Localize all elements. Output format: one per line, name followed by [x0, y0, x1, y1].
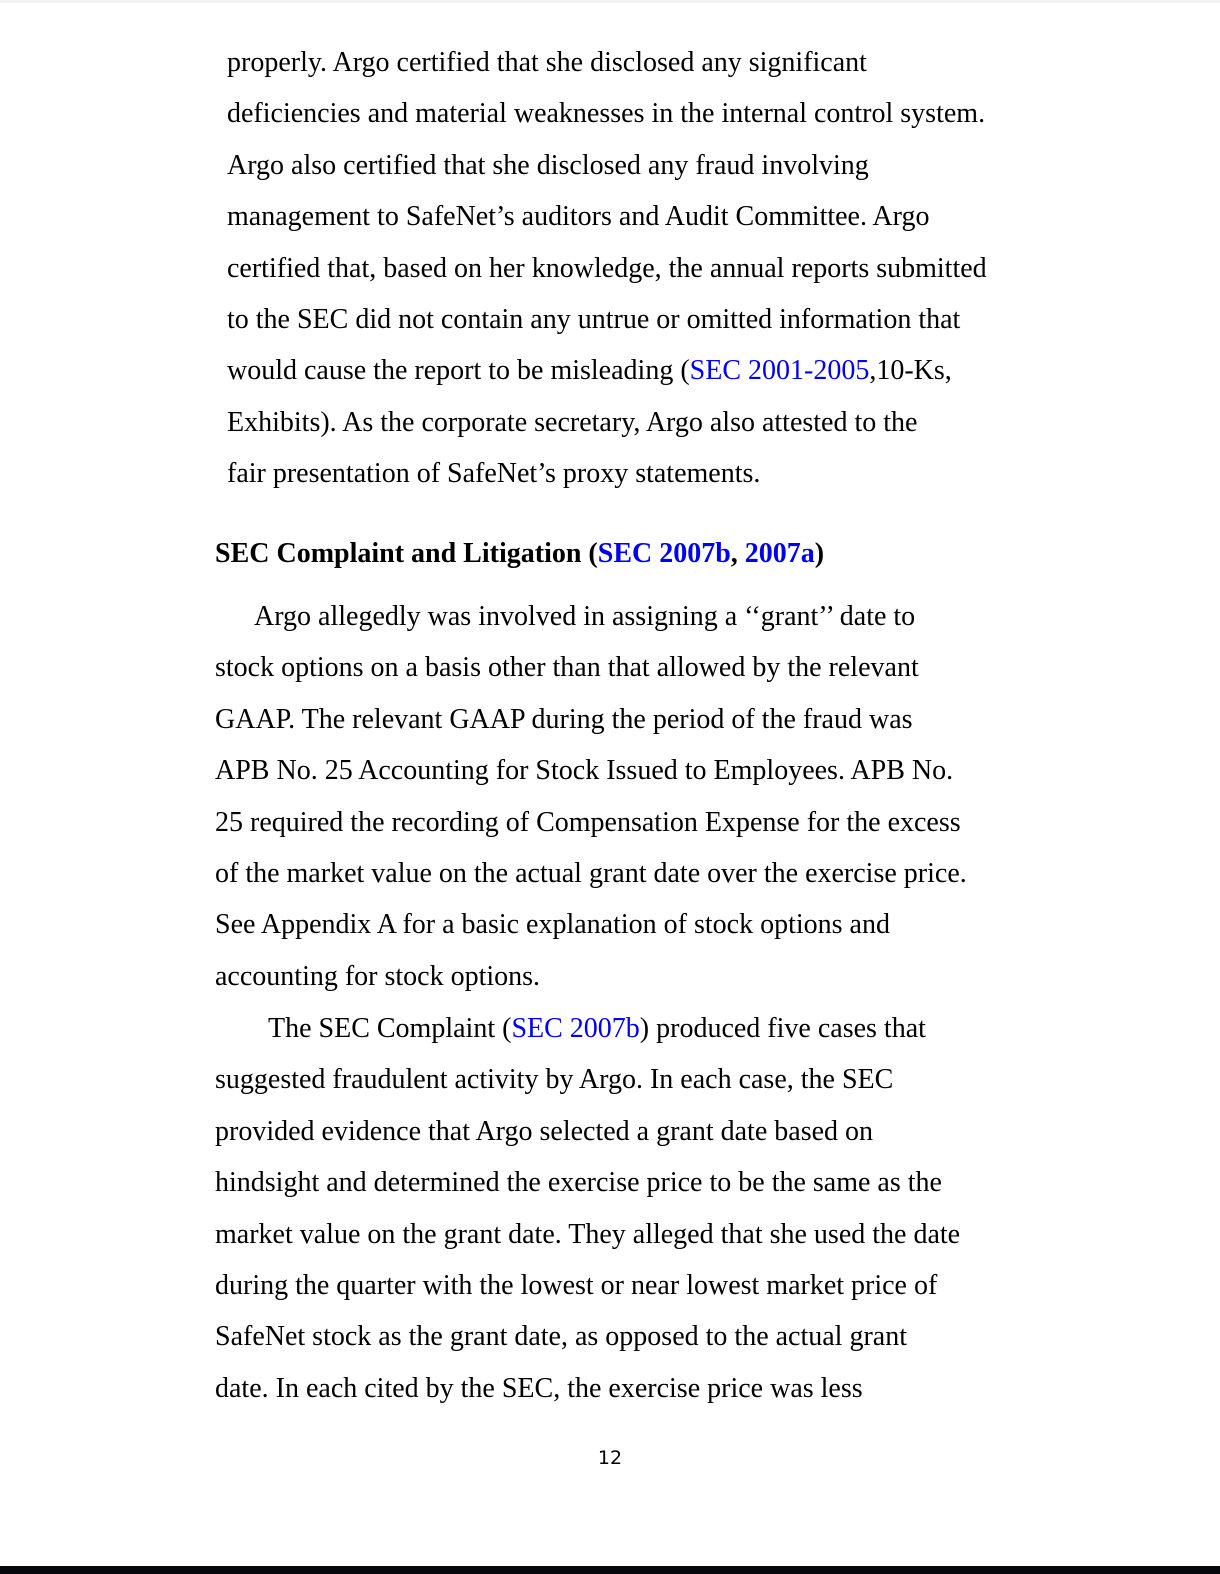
paragraph-line — [215, 960, 540, 994]
paragraph-line — [215, 908, 890, 942]
text-segment: Argo also certified that she disclosed any fraud involving — [227, 149, 869, 181]
citation-link[interactable]: SEC 2001-2005 — [689, 355, 870, 387]
text-segment: stock options on a basis other than that allowed by the relevant — [215, 652, 919, 684]
paragraph-line — [215, 1269, 937, 1303]
text-segment: See Appendix A for a basic explanation of stock options and — [215, 909, 890, 941]
paragraph-line — [215, 1320, 907, 1354]
text-segment: The SEC Complaint ( — [268, 1013, 512, 1044]
page-number: 12 — [597, 1447, 623, 1469]
text-segment: ) produced five cases that — [639, 1013, 926, 1044]
text-segment: ,10-Ks, — [869, 355, 952, 387]
text-segment: date. In each cited by the SEC, the exercise price was less — [215, 1372, 863, 1404]
text-segment: management to SafeNet’s auditors and Audit Committee. Argo — [227, 201, 930, 233]
text-segment: ) — [814, 538, 825, 569]
text-segment: hindsight and determined the exercise price to be the same as the — [215, 1167, 942, 1199]
text-segment: APB No. 25 Accounting for Stock Issued to Employees. APB No. — [215, 755, 954, 787]
paragraph-line — [215, 1372, 863, 1406]
text-segment: SafeNet stock as the grant date, as opposed to the actual grant — [215, 1321, 907, 1353]
text-segment: to the SEC did not contain any untrue or omitted information that — [227, 304, 961, 335]
paragraph-line — [227, 252, 987, 286]
text-segment: fair presentation of SafeNet’s proxy statements. — [227, 458, 761, 490]
text-segment: GAAP. The relevant GAAP during the period of the fraud was — [215, 703, 913, 735]
paragraph-line — [227, 46, 867, 80]
text-segment: SEC Complaint and Litigation ( — [215, 538, 598, 569]
text-segment: 25 required the recording of Compensation Expense for the excess — [215, 806, 961, 838]
paragraph-line — [254, 600, 915, 634]
paragraph-line — [215, 1218, 960, 1252]
citation-link[interactable]: SEC 2007b — [597, 538, 731, 569]
text-segment: , — [730, 538, 745, 569]
page-top-edge — [0, 0, 1220, 3]
text-segment: accounting for stock options. — [215, 960, 541, 992]
paragraph-line — [215, 806, 961, 840]
text-segment: of the market value on the actual grant date over the exercise price. — [215, 858, 967, 889]
text-segment: Exhibits). As the corporate secretary, Argo also attested to the — [227, 406, 918, 438]
paragraph-line — [268, 1012, 926, 1046]
paragraph-line — [215, 703, 913, 737]
text-segment: properly. Argo certified that she disclosed any significant — [227, 47, 867, 78]
paragraph-line — [215, 1063, 893, 1097]
paragraph-line — [227, 457, 760, 491]
paragraph-line — [227, 303, 960, 337]
paragraph-line — [227, 149, 869, 183]
paragraph-line — [215, 1166, 942, 1200]
text-segment: deficiencies and material weaknesses in the internal control system. — [227, 98, 986, 130]
citation-link[interactable]: 2007a — [744, 538, 815, 569]
text-segment: provided evidence that Argo selected a grant date based on — [215, 1115, 874, 1147]
text-segment: suggested fraudulent activity by Argo. In each case, the SEC — [215, 1064, 894, 1096]
paragraph-line — [215, 651, 919, 685]
text-segment: Argo allegedly was involved in assigning a ‘‘grant’’ date to — [254, 601, 916, 632]
text-segment: market value on the grant date. They alleged that she used the date — [215, 1218, 961, 1250]
paragraph-line — [215, 754, 953, 788]
window-bottom-bar — [0, 1566, 1220, 1574]
paragraph-line — [227, 354, 952, 388]
text-segment: would cause the report to be misleading ( — [227, 355, 690, 387]
citation-link[interactable]: SEC 2007b — [511, 1013, 640, 1044]
section-heading — [215, 537, 824, 571]
paragraph-line — [227, 406, 917, 440]
paragraph-line — [227, 97, 985, 131]
paragraph-line — [215, 1115, 873, 1149]
text-segment: during the quarter with the lowest or near lowest market price of — [215, 1270, 938, 1301]
paragraph-line — [215, 857, 967, 891]
text-segment: certified that, based on her knowledge, the annual reports submitted — [227, 252, 987, 284]
paragraph-line — [227, 200, 929, 234]
